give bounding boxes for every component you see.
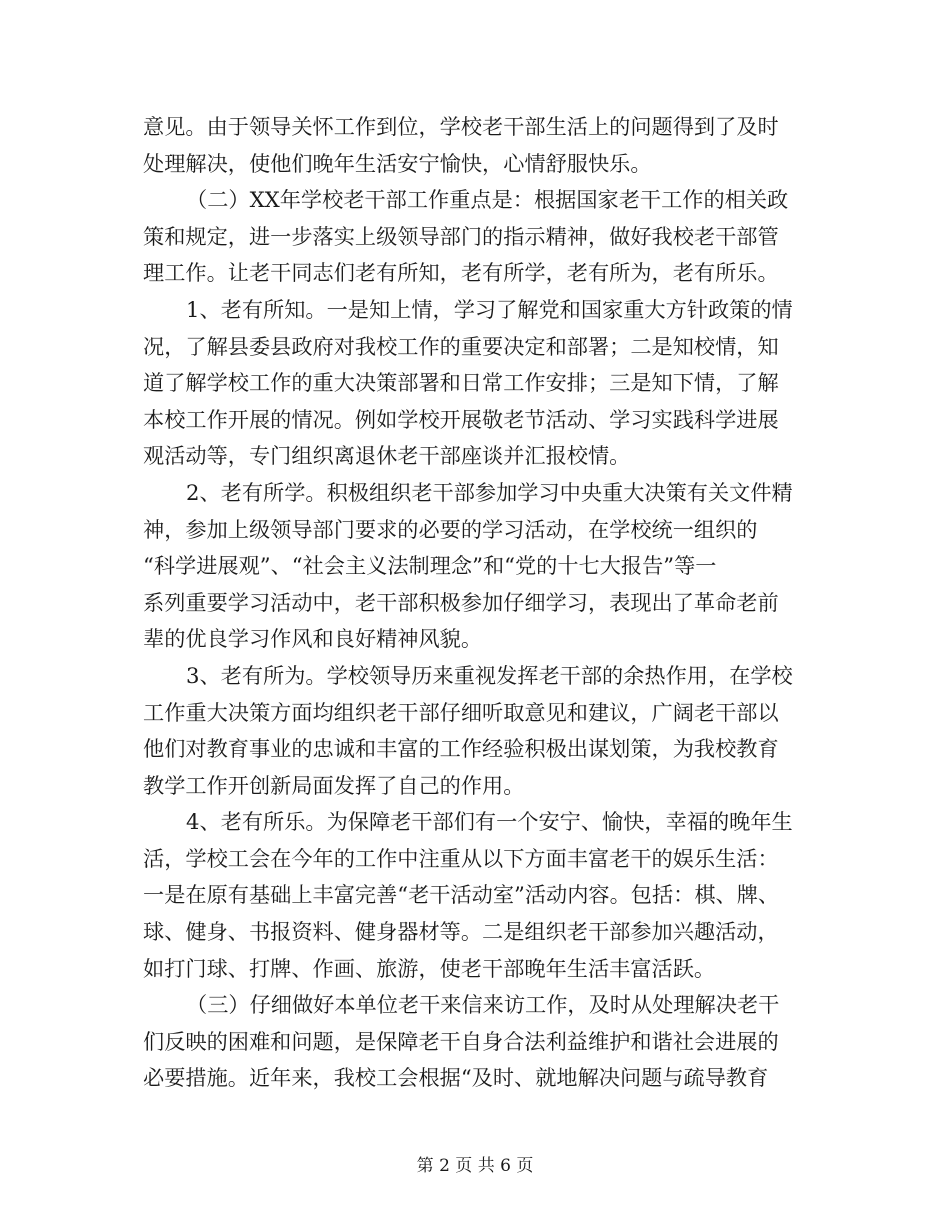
text-line: 系列重要学习活动中，老干部积极参加仔细学习，表现出了革命老前 (143, 589, 779, 615)
text-line: 教学工作开创新局面发挥了自己的作用。 (143, 772, 525, 798)
text-line: 一是在原有基础上丰富完善“老干活动室”活动内容。包括：棋、牌、 (143, 882, 780, 908)
text-line: 策和规定，进一步落实上级领导部门的指示精神，做好我校老干部管 (143, 223, 779, 249)
item-4-line: 4、老有所乐。为保障老干部们有一个安宁、愉快，幸福的晚年生 (186, 809, 793, 835)
text-line: 意见。由于领导关怀工作到位，学校老干部生活上的问题得到了及时 (143, 114, 779, 139)
text-line: 本校工作开展的情况。例如学校开展敬老节活动、学习实践科学进展 (143, 406, 779, 432)
item-3-line: 3、老有所为。学校领导历来重视发挥老干部的余热作用，在学校 (186, 662, 793, 688)
text-line: 活，学校工会在今年的工作中注重从以下方面丰富老干的娱乐生活： (143, 845, 779, 871)
text-line: 观活动等，专门组织离退休老干部座谈并汇报校情。 (143, 443, 631, 469)
section-heading-3: （三）仔细做好本单位老干来信来访工作，及时从处理解决老干 (186, 992, 780, 1018)
item-2-line: 2、老有所学。积极组织老干部参加学习中央重大决策有关文件精 (186, 479, 793, 505)
text-line: 神，参加上级领导部门要求的必要的学习活动，在学校统一组织的 (143, 516, 758, 542)
text-line: 处理解决，使他们晚年生活安宁愉快，心情舒服快乐。 (143, 150, 652, 176)
text-line: 道了解学校工作的重大决策部署和日常工作安排；三是知下情，了解 (143, 370, 779, 396)
text-line: 工作重大决策方面均组织老干部仔细听取意见和建议，广阔老干部以 (143, 699, 779, 725)
section-heading-2: （二）XX年学校老干部工作重点是：根据国家老干工作的相关政 (186, 187, 789, 213)
item-1-line: 1、老有所知。一是知上情，学习了解党和国家重大方针政策的情 (186, 296, 793, 322)
page-number-footer: 第 2 页 共 6 页 (416, 1156, 534, 1176)
text-line: 况，了解县委县政府对我校工作的重要决定和部署；二是知校情，知 (143, 333, 779, 359)
document-body (143, 109, 808, 1097)
text-line: “科学进展观”、“社会主义法制理念”和“党的十七大报告”等一 (143, 553, 717, 579)
text-line: 他们对教育事业的忠诚和丰富的工作经验积极出谋划策，为我校教育 (143, 736, 779, 762)
text-line: 必要措施。近年来，我校工会根据“及时、就地解决问题与疏导教育 (143, 1065, 769, 1091)
text-line: 球、健身、书报资料、健身器材等。二是组织老干部参加兴趣活动， (143, 919, 779, 945)
text-line: 如打门球、打牌、作画、旅游，使老干部晚年生活丰富活跃。 (143, 955, 716, 981)
text-line: 们反映的困难和问题，是保障老干自身合法利益维护和谐社会进展的 (143, 1028, 779, 1054)
text-line: 辈的优良学习作风和良好精神风貌。 (143, 626, 483, 652)
text-line: 理工作。让老干同志们老有所知，老有所学，老有所为，老有所乐。 (143, 260, 779, 286)
